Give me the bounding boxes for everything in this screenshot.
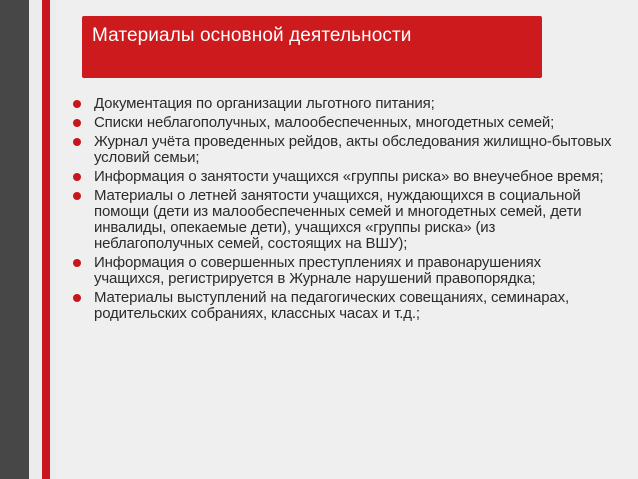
bullet-list [72,96,612,325]
bullet-text: Документация по организации льготного питания; [94,95,435,112]
slide-title: Материалы основной деятельности [92,25,412,46]
title-box [82,16,542,78]
bullet-text: Журнал учёта проведенных рейдов, акты обследования жилищно-бытовых условий семьи; [94,133,612,166]
bullet-text: Информация о совершенных преступлениях и правонарушениях учащихся, регистрируется в Журнале нарушений правопорядка; [94,254,541,287]
bullet-item [72,255,612,287]
bullet-item [72,96,612,112]
bullet-item [72,134,612,166]
bullet-item [72,115,612,131]
left-dark-band [0,0,29,479]
bullet-dot-icon [73,100,81,108]
bullet-dot-icon [73,294,81,302]
bullet-item [72,290,612,322]
left-red-stripe [42,0,50,479]
bullet-item [72,169,612,185]
bullet-item [72,188,612,252]
bullet-dot-icon [73,119,81,127]
bullet-text: Материалы выступлений на педагогических совещаниях, семинарах, родительских собраниях, классных часах и т.д.; [94,289,569,322]
bullet-dot-icon [73,173,81,181]
bullet-text: Списки неблагополучных, малообеспеченных, многодетных семей; [94,114,555,131]
bullet-dot-icon [73,259,81,267]
bullet-dot-icon [73,138,81,146]
bullet-text: Материалы о летней занятости учащихся, нуждающихся в социальной помощи (дети из малообеспеченных семей и многодетных семей, дети инвалиды, опекаемые дети), учащихся «группы риска» (из неблагополучных семей, состоящих на ВШУ); [94,187,582,252]
bullet-dot-icon [73,192,81,200]
bullet-text: Информация о занятости учащихся «группы риска» во внеучебное время; [94,168,604,185]
